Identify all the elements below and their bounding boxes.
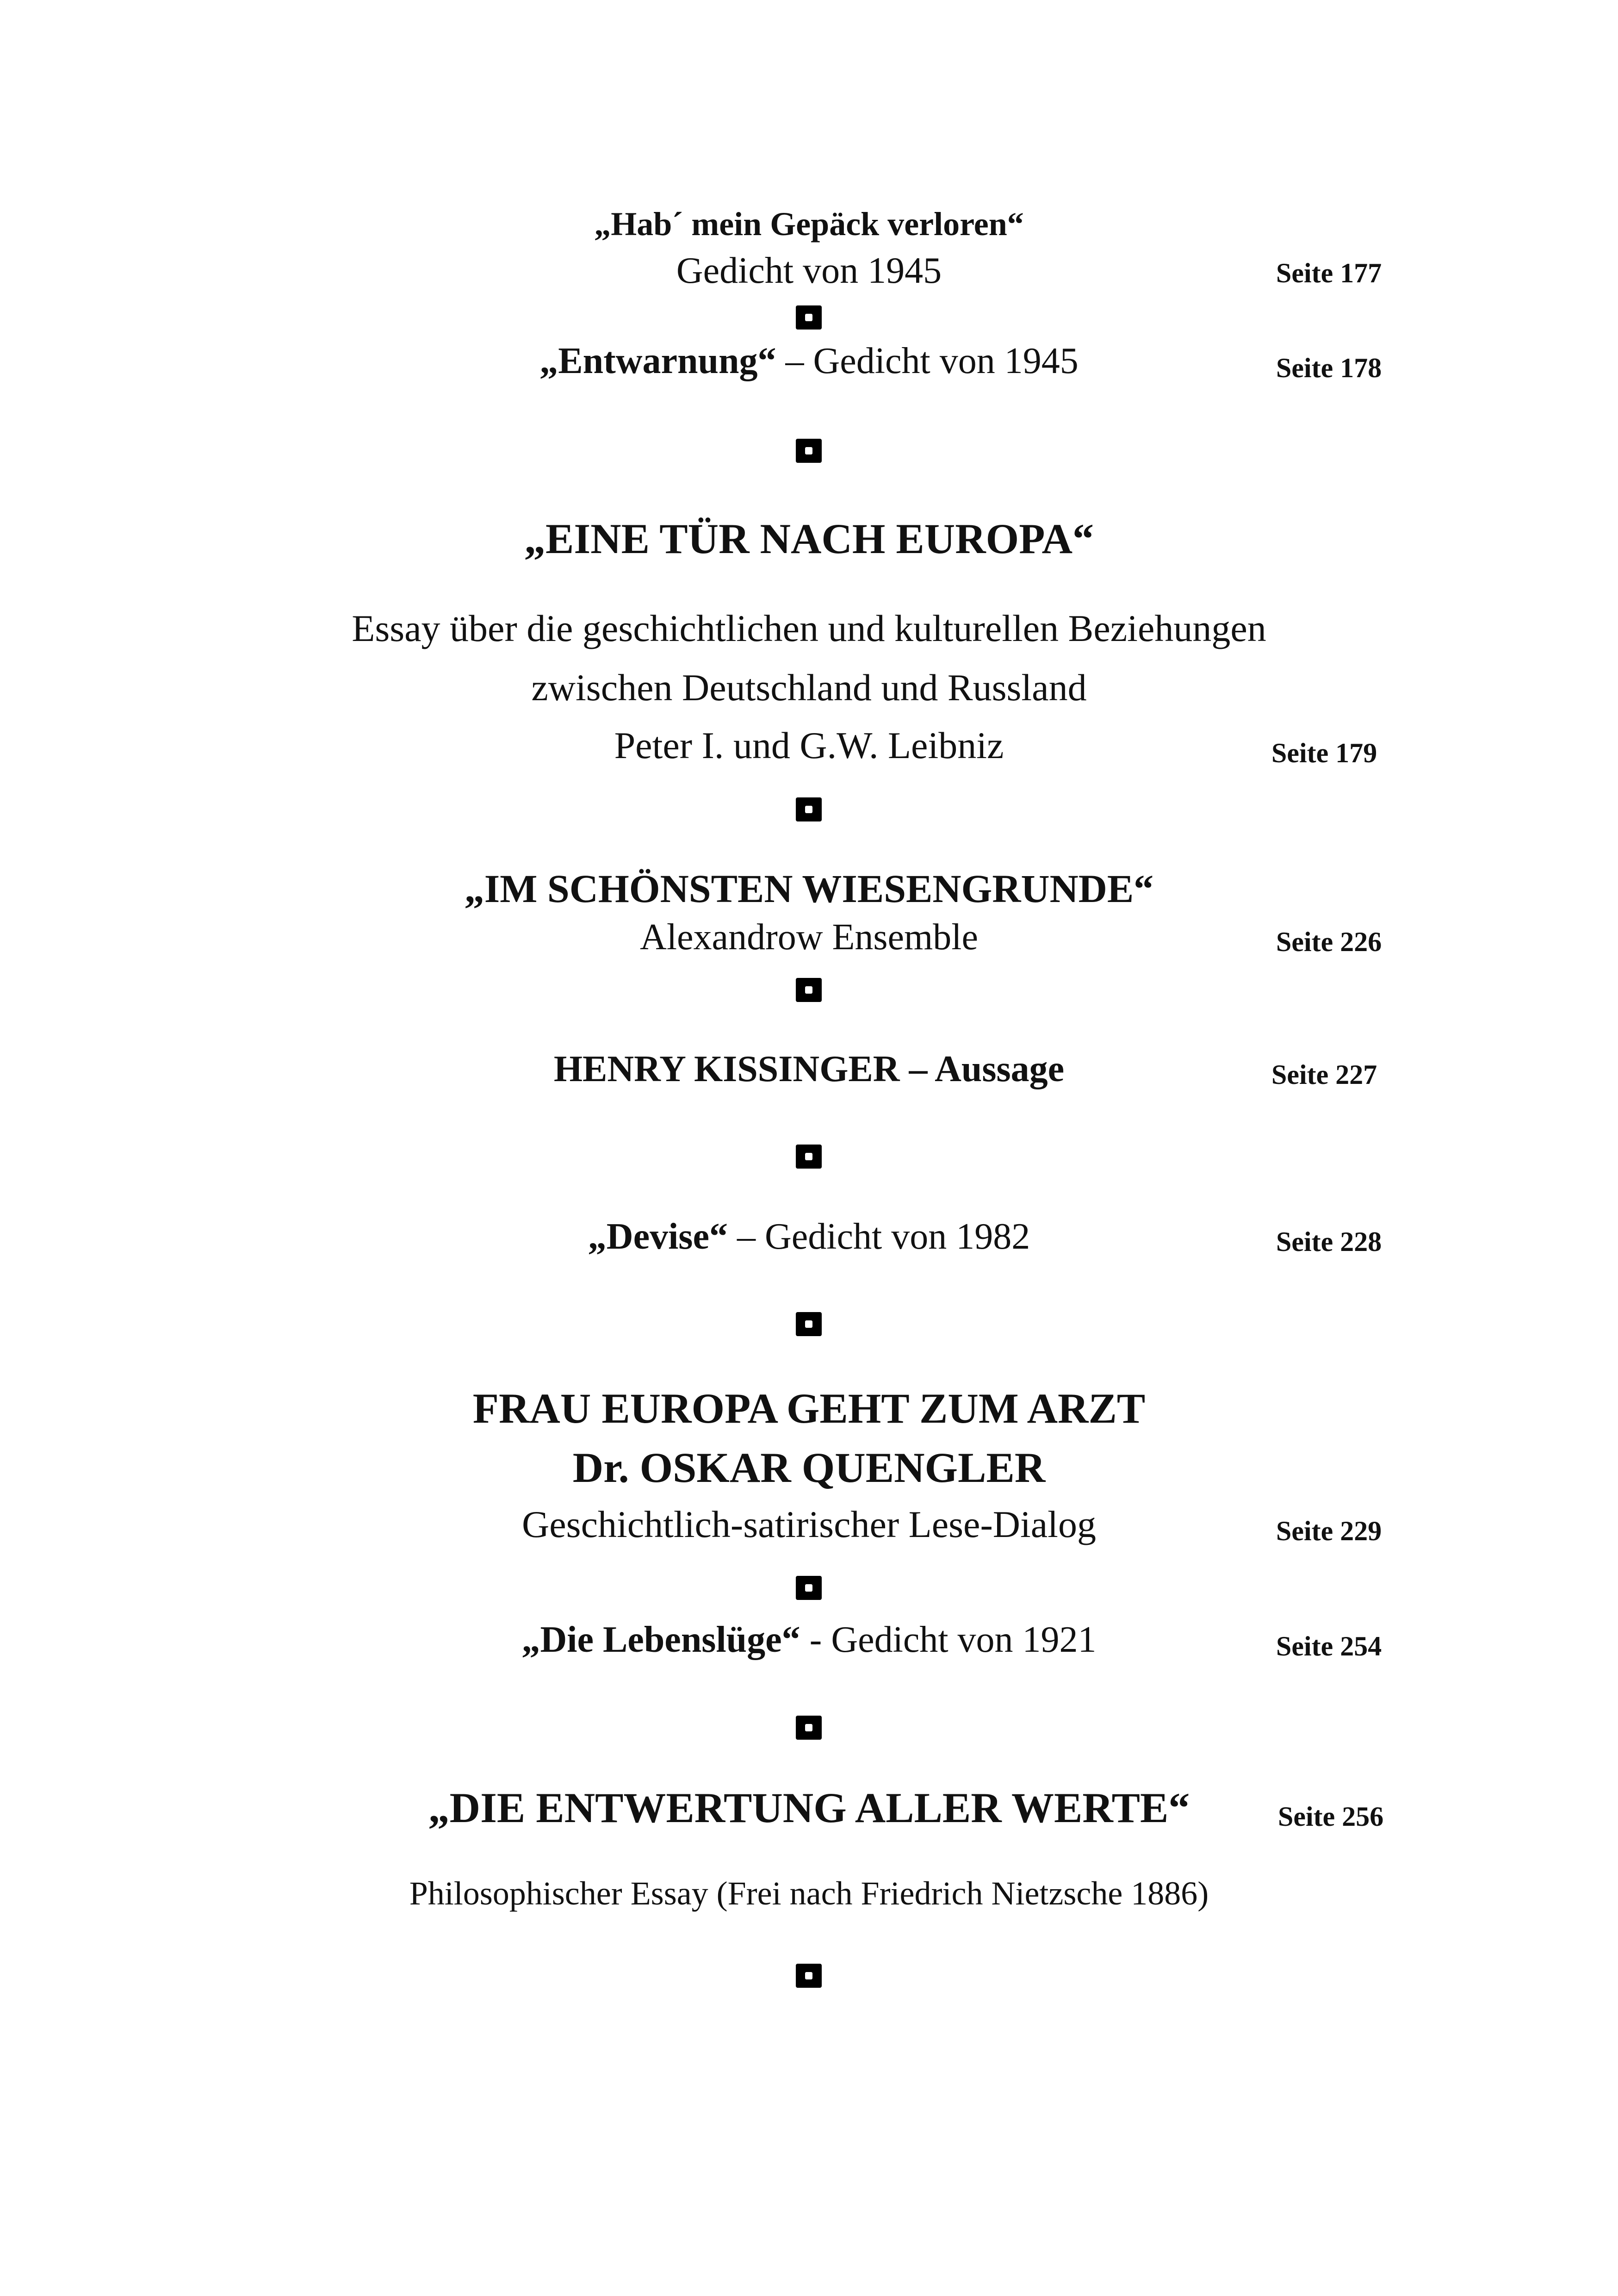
entry-kissinger-page: Seite 227 bbox=[1271, 1059, 1377, 1090]
square-dot-icon bbox=[796, 305, 822, 330]
entry-lebensluege-title: „Die Lebenslüge“ bbox=[521, 1619, 800, 1660]
entry-entwarnung-page: Seite 178 bbox=[1276, 353, 1382, 383]
entry-europa-line1: Essay über die geschichtlichen und kulturellen Beziehungen bbox=[352, 607, 1266, 649]
entry-wiesengrunde-page: Seite 226 bbox=[1276, 927, 1382, 957]
square-dot-icon bbox=[796, 1312, 822, 1336]
square-dot-icon bbox=[796, 797, 822, 821]
entry-entwertung-subtitle: Philosophischer Essay (Frei nach Friedrich Nietzsche 1886) bbox=[409, 1875, 1209, 1912]
entry-hab-subtitle: Gedicht von 1945 bbox=[676, 250, 942, 291]
square-dot-icon bbox=[796, 439, 822, 463]
square-dot-icon bbox=[796, 1964, 822, 1988]
entry-lebensluege-subtitle: - Gedicht von 1921 bbox=[800, 1619, 1097, 1660]
entry-devise-title: „Devise“ bbox=[588, 1216, 728, 1257]
entry-frau-europa-page: Seite 229 bbox=[1276, 1516, 1382, 1546]
entry-entwertung-page: Seite 256 bbox=[1278, 1801, 1384, 1832]
square-dot-icon bbox=[796, 978, 822, 1002]
entry-frau-europa-subtitle: Geschichtlich-satirischer Lese-Dialog bbox=[522, 1503, 1096, 1545]
entry-entwertung-title: „DIE ENTWERTUNG ALLER WERTE“ bbox=[428, 1784, 1190, 1831]
entry-devise-page: Seite 228 bbox=[1276, 1226, 1382, 1257]
entry-devise-subtitle: – Gedicht von 1982 bbox=[727, 1216, 1030, 1257]
entry-hab-title: „Hab´ mein Gepäck verloren“ bbox=[594, 205, 1024, 243]
entry-europa-title: „EINE TÜR NACH EUROPA“ bbox=[524, 515, 1094, 562]
entry-europa-line2: zwischen Deutschland und Russland bbox=[531, 666, 1087, 709]
entry-lebensluege-page: Seite 254 bbox=[1276, 1631, 1382, 1661]
entry-quengler-title: Dr. OSKAR QUENGLER bbox=[572, 1444, 1046, 1491]
entry-europa-line3: Peter I. und G.W. Leibniz bbox=[614, 724, 1004, 766]
entry-wiesengrunde-title: „IM SCHÖNSTEN WIESENGRUNDE“ bbox=[464, 866, 1154, 911]
square-dot-icon bbox=[796, 1716, 822, 1740]
entry-europa-page: Seite 179 bbox=[1271, 738, 1377, 768]
square-dot-icon bbox=[796, 1145, 822, 1169]
entry-hab-page: Seite 177 bbox=[1276, 258, 1382, 288]
entry-entwarnung-subtitle: – Gedicht von 1945 bbox=[776, 341, 1079, 381]
entry-frau-europa-title: FRAU EUROPA GEHT ZUM ARZT bbox=[472, 1385, 1146, 1432]
entry-entwarnung-title: „Entwarnung“ bbox=[539, 341, 776, 381]
square-dot-icon bbox=[796, 1576, 822, 1600]
entry-kissinger-title: HENRY KISSINGER – Aussage bbox=[553, 1049, 1065, 1089]
entry-wiesengrunde-subtitle: Alexandrow Ensemble bbox=[640, 917, 978, 958]
